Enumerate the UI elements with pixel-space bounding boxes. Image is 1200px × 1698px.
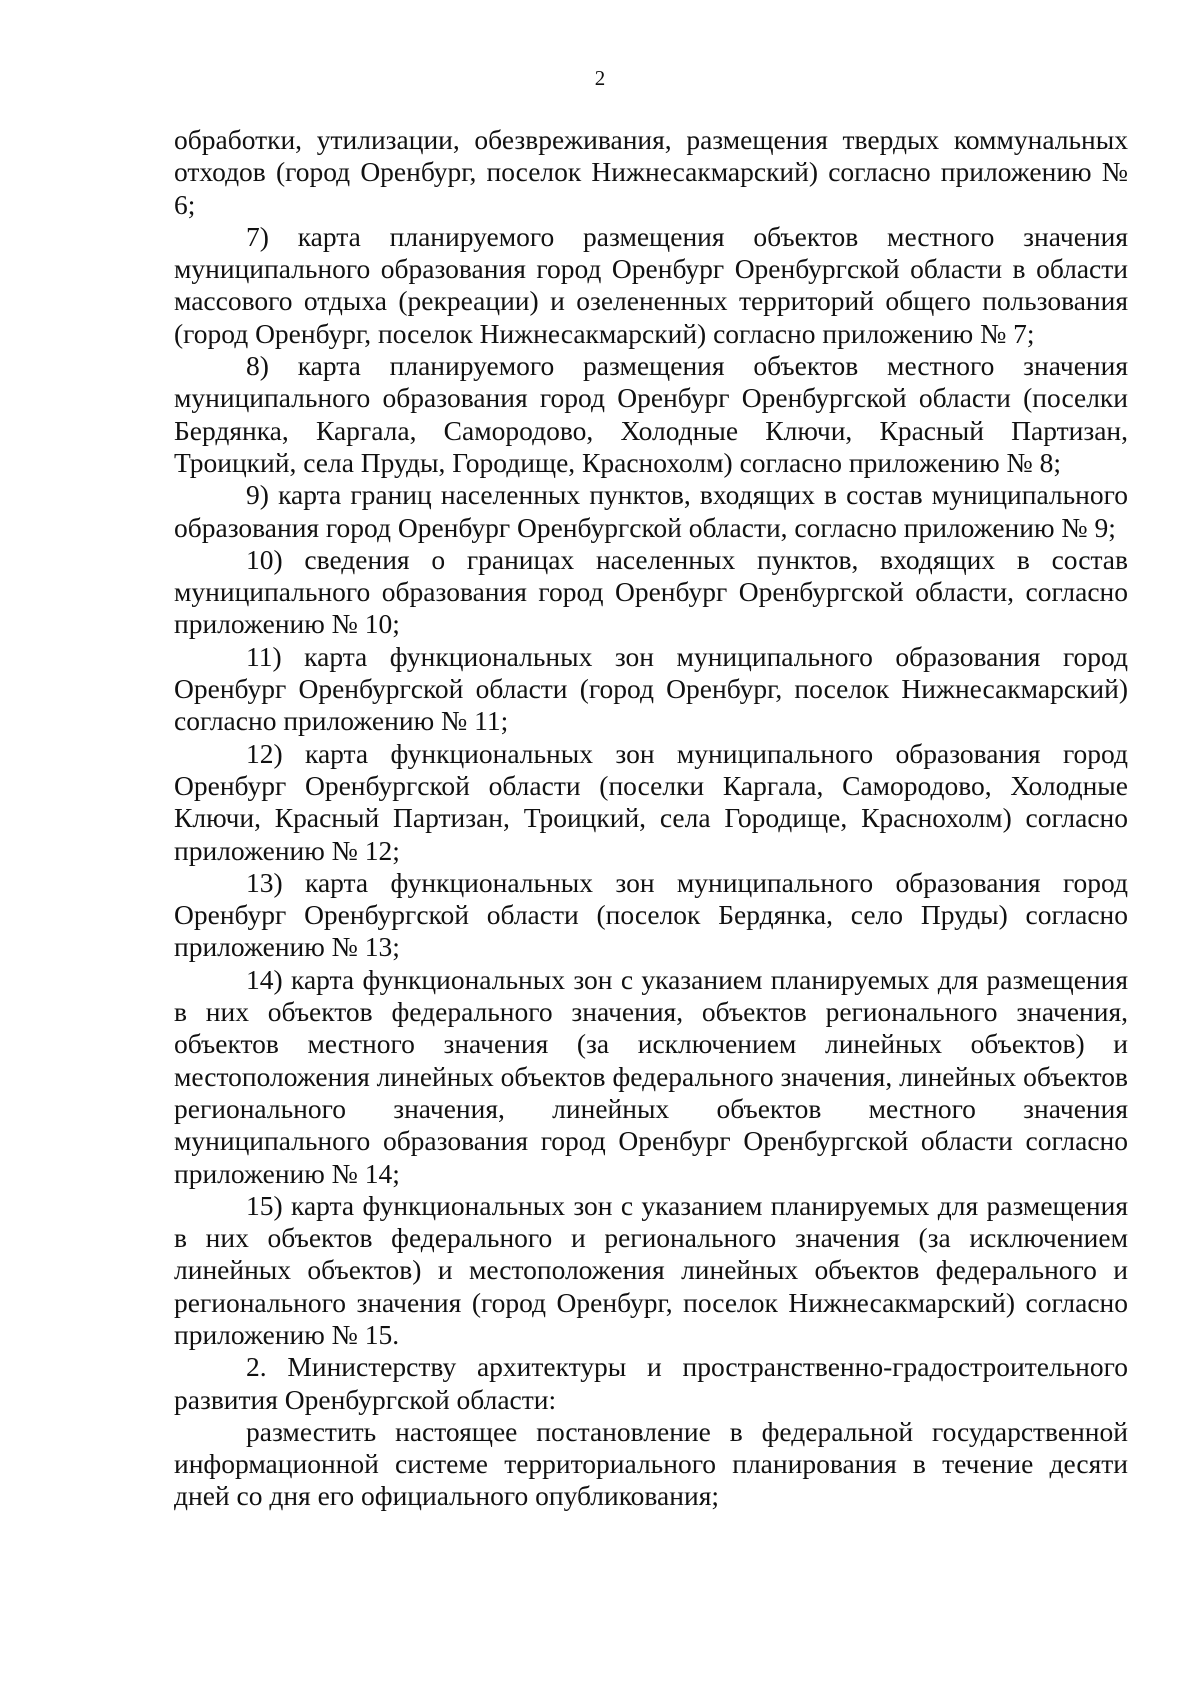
paragraph-item-13: 13) карта функциональных зон муниципального образования город Оренбург Оренбургской области (поселок Бердянка, село Пруды) согласно приложению № 13; [174, 866, 1128, 963]
page-number: 2 [594, 66, 606, 90]
paragraph-item-6-continuation: обработки, утилизации, обезвреживания, размещения твердых коммунальных отходов (город Оренбург, поселок Нижнесакмарский) согласно приложению № 6; [174, 124, 1128, 220]
paragraph-item-8: 8) карта планируемого размещения объектов местного значения муниципального образования город Оренбург Оренбургской области (поселки Бердянка, Каргала, Самородово, Холодные Ключи, Красный Партизан, Троицкий, села Пруды, Городище, Краснохолм) согласно приложению № 8; [174, 350, 1128, 478]
paragraph-item-11: 11) карта функциональных зон муниципального образования город Оренбург Оренбургской области (город Оренбург, поселок Нижнесакмарский) согласно приложению № 11; [174, 640, 1128, 737]
paragraph-item-12: 12) карта функциональных зон муниципального образования город Оренбург Оренбургской области (поселки Каргала, Самородово, Холодные Ключи, Красный Партизан, Троицкий, села Городище, Краснохолм) согласно приложению № 12; [174, 737, 1128, 866]
paragraph-item-14: 14) карта функциональных зон с указанием планируемых для размещения в них объектов федерального значения, объектов регионального значения, объектов местного значения (за исключением линейных объектов) и местоположения линейных объектов федерального значения, линейных объектов регионального значения, линейных объектов местного значения муниципального образования город Оренбург Оренбургской области согласно приложению № 14; [174, 963, 1128, 1189]
paragraph-item-7: 7) карта планируемого размещения объектов местного значения муниципального образования город Оренбург Оренбургской области в области массового отдыха (рекреации) и озелененных территорий общего пользования (город Оренбург, поселок Нижнесакмарский) согласно приложению № 7; [174, 220, 1128, 349]
document-body [174, 124, 1128, 1513]
paragraph-item-9: 9) карта границ населенных пунктов, входящих в состав муниципального образования город Оренбург Оренбургской области, согласно приложению № 9; [174, 479, 1128, 543]
paragraph-item-10: 10) сведения о границах населенных пунктов, входящих в состав муниципального образования город Оренбург Оренбургской области, согласно приложению № 10; [174, 543, 1128, 640]
paragraph-section-2-item-publish: разместить настоящее постановление в федеральной государственной информационной системе территориального планирования в течение десяти дней со дня его официального опубликования; [174, 1415, 1128, 1512]
paragraph-item-15: 15) карта функциональных зон с указанием планируемых для размещения в них объектов федерального и регионального значения (за исключением линейных объектов) и местоположения линейных объектов федерального и регионального значения (город Оренбург, поселок Нижнесакмарский) согласно приложению № 15. [174, 1189, 1128, 1350]
paragraph-section-2: 2. Министерству архитектуры и пространственно-градостроительного развития Оренбургской области: [174, 1351, 1128, 1415]
